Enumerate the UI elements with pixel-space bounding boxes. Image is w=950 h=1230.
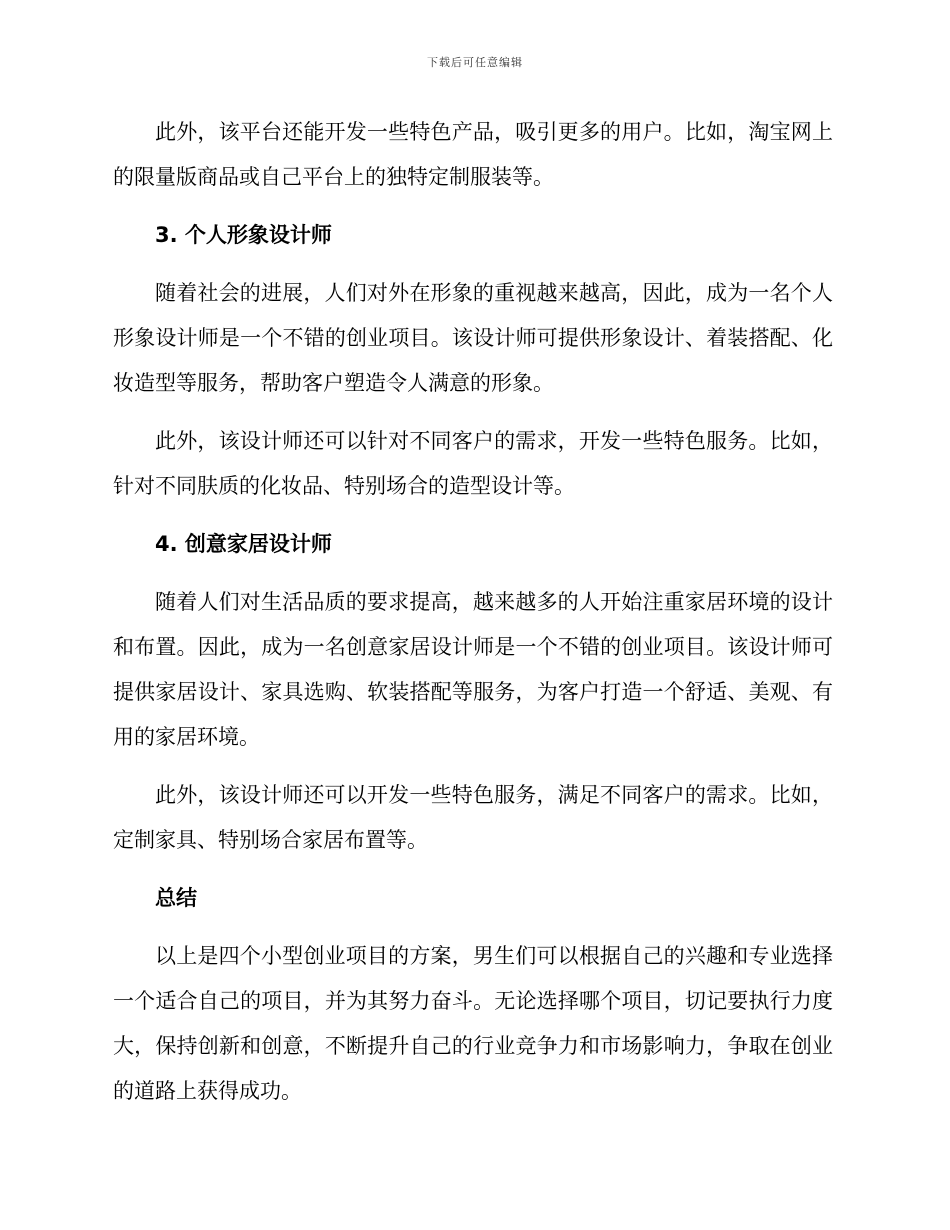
paragraph-image-designer-services: 此外，该设计师还可以针对不同客户的需求，开发一些特色服务。比如，针对不同肤质的化妆品、特别场合的造型设计等。 — [113, 429, 833, 498]
paragraph-summary: 以上是四个小型创业项目的方案，男生们可以根据自己的兴趣和专业选择一个适合自己的项目，并为其努力奋斗。无论选择哪个项目，切记要执行力度大，保持创新和创意，不断提升自己的行业竞争力和市场影响力，争取在创业的道路上获得成功。 — [113, 944, 833, 1103]
section-heading-summary: 总结 — [155, 886, 197, 910]
section-heading-image-designer: 3. 个人形象设计师 — [155, 223, 332, 247]
paragraph-home-designer-services: 此外，该设计师还可以开发一些特色服务，满足不同客户的需求。比如，定制家具、特别场合家居布置等。 — [113, 783, 833, 852]
paragraph-platform-products: 此外，该平台还能开发一些特色产品，吸引更多的用户。比如，淘宝网上的限量版商品或自己平台上的独特定制服装等。 — [113, 120, 833, 189]
paragraph-image-designer-intro: 随着社会的进展，人们对外在形象的重视越来越高，因此，成为一名个人形象设计师是一个不错的创业项目。该设计师可提供形象设计、着装搭配、化妆造型等服务，帮助客户塑造令人满意的形象。 — [113, 281, 833, 395]
download-note: 下载后可任意编辑 — [427, 56, 523, 69]
section-heading-home-designer: 4. 创意家居设计师 — [155, 532, 332, 556]
document-body — [113, 110, 833, 1127]
paragraph-home-designer-intro: 随着人们对生活品质的要求提高，越来越多的人开始注重家居环境的设计和布置。因此，成为一名创意家居设计师是一个不错的创业项目。该设计师可提供家居设计、家具选购、软装搭配等服务，为客户打造一个舒适、美观、有用的家居环境。 — [113, 590, 833, 749]
